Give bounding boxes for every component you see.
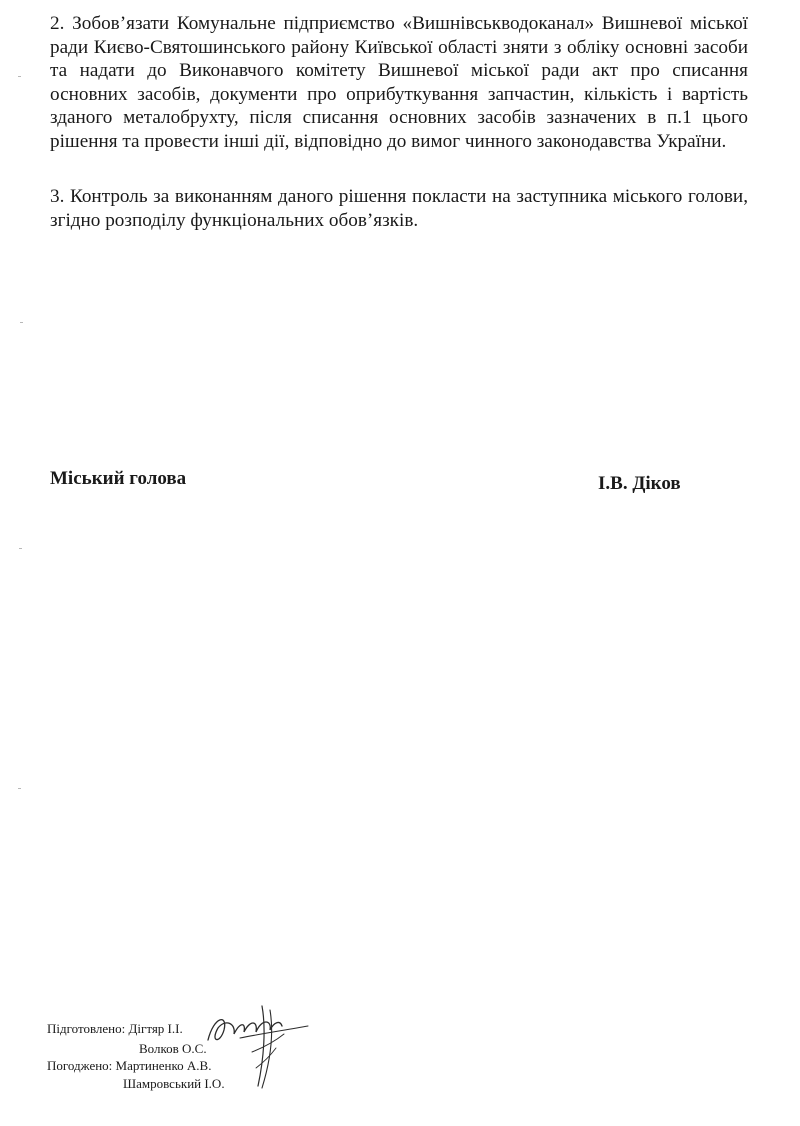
prepared-by-line: Підготовлено: Дігтяр І.І.	[47, 1021, 183, 1036]
scan-artifact	[18, 76, 21, 77]
scan-artifact	[18, 788, 21, 789]
paragraph-3-text: 3. Контроль за виконанням даного рішення покласти на заступника міського голови, згідно розподілу функціональних обов’язків.	[50, 186, 748, 231]
signatory-name: І.В. Діков	[598, 473, 681, 494]
decision-paragraph-3	[50, 185, 748, 232]
agreed-by-line: Погоджено: Мартиненко А.В.	[47, 1058, 212, 1073]
decision-paragraph-2	[50, 12, 748, 153]
scan-artifact	[20, 322, 23, 323]
agreed-by-second-line: Шамровський І.О.	[123, 1076, 225, 1091]
prepared-by-second-line: Волков О.С.	[139, 1041, 207, 1056]
scan-artifact	[19, 548, 22, 549]
position-title: Міський голова	[50, 468, 187, 489]
handwritten-signature-icon	[200, 998, 310, 1093]
paragraph-2-text: 2. Зобов’язати Комунальне підприємство «Вишнівськводоканал» Вишневої міської ради Києво-Святошинського району Київської області зняти з обліку основні засоби та надати до Виконавчого комітету Вишневої міської ради акт про списання основних засобів, документи про оприбуткування запчастин, кількість і вартість зданого металобрухту, після списання основних засобів зазначених в п.1 цього рішення та провести інші дії, відповідно до вимог чинного законодавства України.	[50, 13, 748, 152]
